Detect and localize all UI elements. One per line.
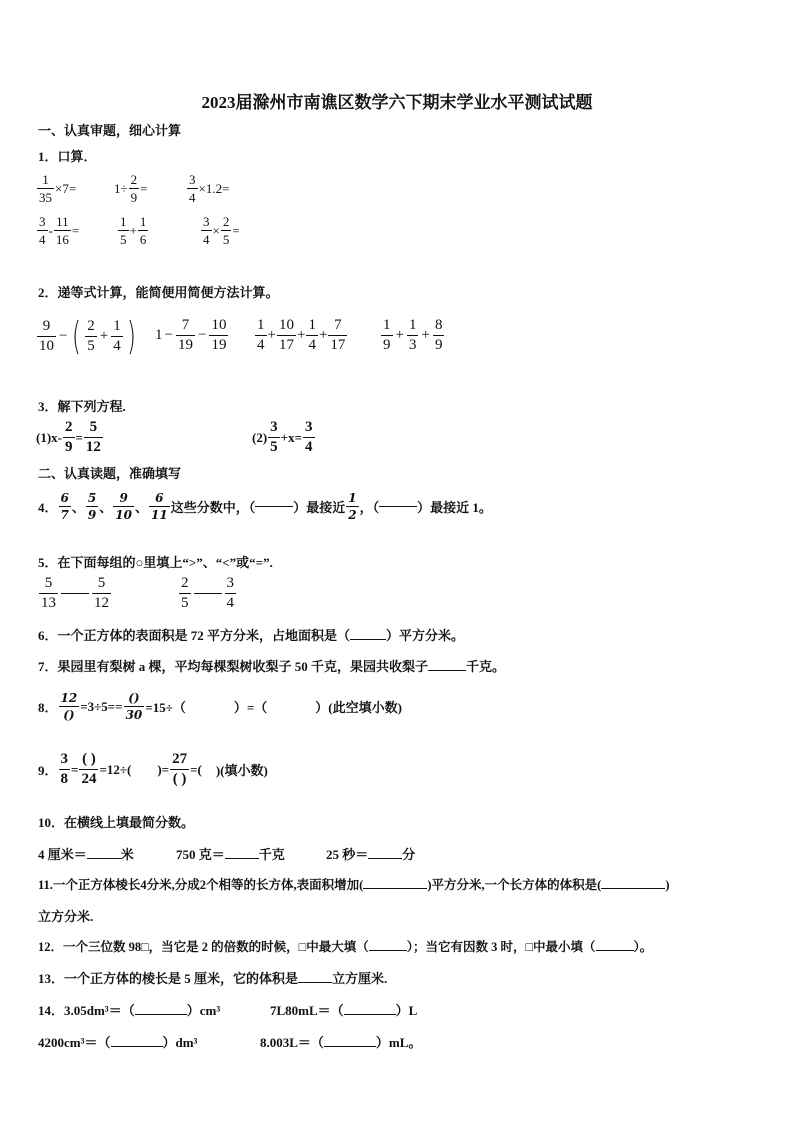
q10-label: 10．在横线上填最简分数。: [38, 815, 195, 830]
q4-blank-2[interactable]: [379, 506, 417, 507]
q13-blank[interactable]: [298, 982, 332, 983]
q3-label: 3．解下列方程.: [38, 399, 126, 414]
q14-item-d: 8.003L＝（ ）mL。: [260, 1035, 422, 1050]
q5-compare-1: 5 13 5 12: [41, 575, 109, 611]
q14-blank-d[interactable]: [324, 1046, 376, 1047]
q9-question: 9． $\frac{3}{8}$ = ( ) 24 =12÷( )= 27 ( ) =( )(填小数): [38, 751, 268, 787]
q11-blank-1[interactable]: [363, 888, 427, 889]
q3-equation-2: (2) 3 5 +x= $\frac{3}{4}$: [252, 419, 313, 455]
q2-expr-1: 9 10 − ( 2 5 + $\frac{1}{4}$ ): [39, 314, 136, 358]
q11-question: 11.一个正方体棱长4分米,分成2个相等的长方体,表面积增加( )平方分米,一个长方体的体积是( ): [38, 878, 670, 892]
q7-question: 7．果园里有梨树 a 棵，平均每棵梨树收梨子 50 千克，果园共收梨子 千克。: [38, 659, 506, 674]
section-2-heading: 二、认真读题，准确填写: [38, 466, 182, 481]
q7-blank[interactable]: [428, 670, 466, 671]
q11-unit: 立方分米.: [38, 909, 94, 924]
q14-blank-a[interactable]: [135, 1014, 187, 1015]
q12-blank-2[interactable]: [596, 950, 634, 951]
q2-expr-3: 1 4 + $\frac{10}{17}$ + $\frac{1}{4}$ + $\frac{7}{17}$: [257, 317, 346, 353]
q3-equation-1: (1)x- $\frac{2}{9}$ = $\frac{5}{12}$: [36, 419, 101, 455]
q14-item-a: 14．3.05dm³＝（ ）cm³: [38, 1003, 221, 1018]
section-1-heading: 一、认真审题，细心计算: [38, 123, 182, 138]
q10-blank-c[interactable]: [368, 858, 402, 859]
q14-blank-b[interactable]: [344, 1014, 396, 1015]
q4-question: 4． 6 7 、 5 9 、 9 10 、 6 11 这些分数中，（ ）最接近 1 2 ，（ ）最接近 1。: [38, 491, 492, 522]
q10-blank-a[interactable]: [87, 858, 121, 859]
q10-item-c: 25 秒＝ 分: [326, 847, 416, 862]
q13-question: 13．一个正方体的棱长是 5 厘米，它的体积是 立方厘米.: [38, 971, 388, 986]
q5-compare-2: 2 5 3 4: [181, 575, 234, 611]
q4-blank-1[interactable]: [255, 506, 293, 507]
q2-expr-4: 1 9 + $\frac{1}{3}$ + $\frac{8}{9}$: [383, 317, 443, 353]
q2-label: 2．递等式计算，能简便用简便方法计算。: [38, 285, 279, 300]
q1-item-d: 3 4 - $\frac{11}{16}$ =: [39, 214, 80, 247]
q10-item-b: 750 克＝ 千克: [176, 847, 285, 862]
q2-expr-2: 1 − $\frac{7}{19}$ − $\frac{10}{19}$: [155, 317, 227, 353]
q1-item-e: 1 5 + $\frac{1}{6}$: [120, 214, 147, 247]
q11-blank-2[interactable]: [601, 888, 665, 889]
q12-blank-1[interactable]: [369, 950, 407, 951]
q5-label: 5．在下面每组的○里填上“>”、“<”或“=”.: [38, 555, 273, 570]
q14-item-b: 7L80mL＝（ ）L: [270, 1003, 418, 1018]
q1-item-b: 1÷ $\frac{2}{9}$ =: [114, 172, 148, 205]
q1-item-f: $\frac{3}{4}$ × $\frac{2}{5}$ =: [203, 214, 240, 247]
q12-question: 12．一个三位数 98□，当它是 2 的倍数的时候，□中最大填（ ）；当它有因数 3 时，□中最小填（ ）。: [38, 940, 653, 954]
q1-label: 1．口算．: [38, 149, 97, 164]
q6-question: 6．一个正方体的表面积是 72 平方分米，占地面积是（ ）平方分米。: [38, 628, 465, 643]
q6-blank[interactable]: [350, 639, 386, 640]
q1-item-c: $\frac{3}{4}$ ×1.2=: [189, 172, 230, 205]
q5-compare-slot-1[interactable]: [61, 593, 89, 594]
q1-item-a: $\frac{1}{35}$ ×7=: [39, 172, 77, 205]
q10-item-a: 4 厘米＝ 米: [38, 847, 134, 862]
q10-blank-b[interactable]: [225, 858, 259, 859]
q14-item-c: 4200cm³＝（ ）dm³: [38, 1035, 198, 1050]
q5-compare-slot-2[interactable]: [194, 593, 222, 594]
page-title: 2023届滁州市南谯区数学六下期末学业水平测试试题: [201, 93, 593, 112]
q14-blank-c[interactable]: [111, 1046, 163, 1047]
q8-question: 8． 12 () =3÷5== () 30 =15÷（ ）=（ ）(此空填小数): [38, 691, 402, 722]
